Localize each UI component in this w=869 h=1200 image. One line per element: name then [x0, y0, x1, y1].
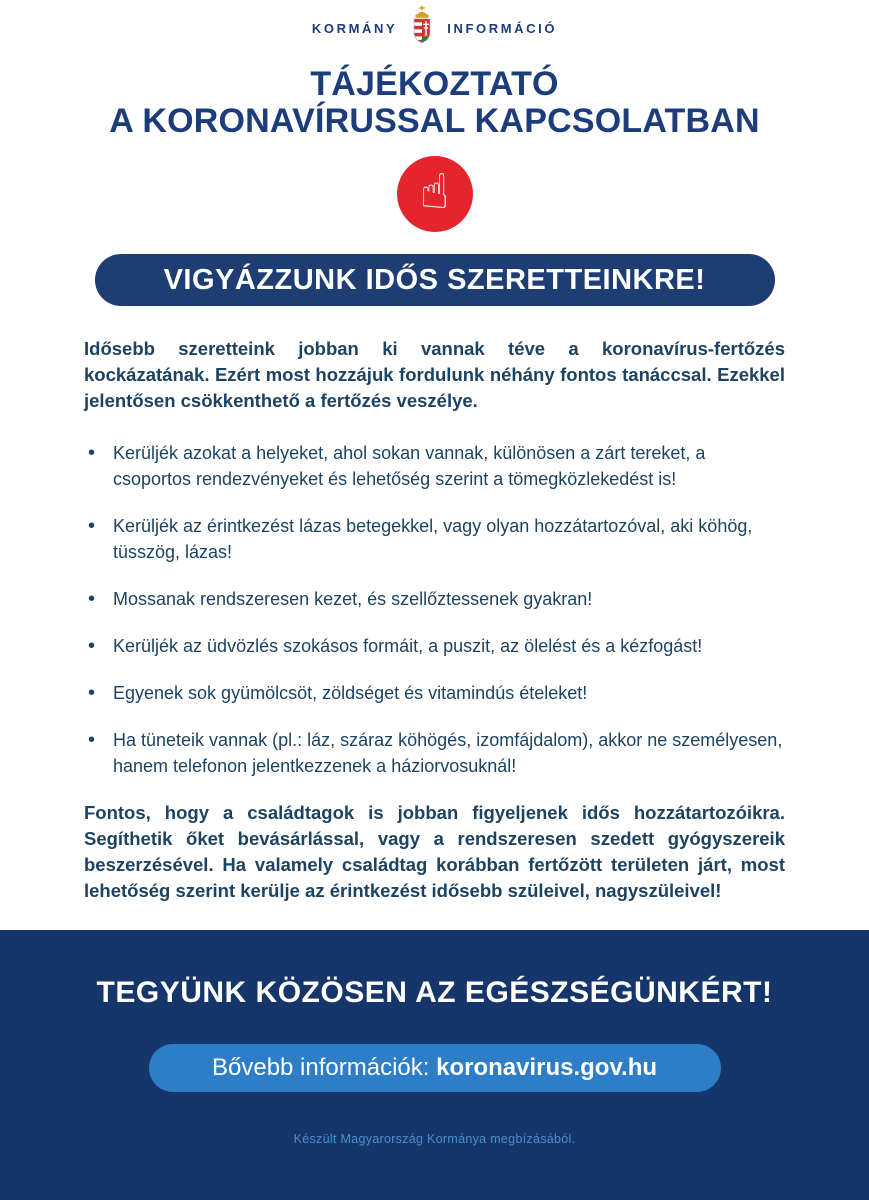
list-item: • Kerüljék az üdvözlés szokásos formáit, a puszit, az ölelést és a kézfogást!	[84, 633, 785, 659]
page-title-line1: TÁJÉKOZTATÓ	[310, 65, 559, 103]
footer-headline: TEGYÜNK KÖZÖSEN AZ EGÉSZSÉGÜNKÉRT!	[96, 976, 773, 1009]
list-item: • Mossanak rendszeresen kezet, és szellőztessenek gyakran!	[84, 586, 785, 612]
intro-paragraph: Idősebb szeretteink jobban ki vannak téve a koronavírus-fertőzés kockázatának. Ezért most hozzájuk fordulunk néhány fontos tanáccsal. Ezekkel jelentősen csökkenthető a fertőzés veszélye.	[84, 338, 785, 411]
section-banner	[95, 254, 775, 306]
list-item: • Kerüljék az érintkezést lázas betegekkel, vagy olyan hozzátartozóval, aki köhög, tüsszög, lázas!	[84, 513, 785, 565]
list-item: • Ha tüneteik vannak (pl.: láz, száraz köhögés, izomfájdalom), akkor ne személyesen, hanem telefonon jelentkezzenek a háziorvosuknál!	[84, 727, 785, 779]
hungarian-coat-of-arms-icon	[406, 5, 438, 52]
informacio-label: INFORMÁCIÓ	[447, 20, 558, 36]
closing-paragraph: Fontos, hogy a családtagok is jobban figyeljenek idős hozzátartozóikra. Segíthetik őket bevásárlással, vagy a rendszeresen szedett gyógyszereik beszerzésével. Ha valamely családtag korábban fertőzött területen járt, most lehetőség szerint kerülje az érintkezést idősebb szüleivel, nagyszüleivel!	[84, 802, 785, 901]
more-info-url[interactable]: koronavirus.gov.hu	[436, 1054, 658, 1081]
advice-list	[84, 440, 785, 779]
kormany-label: KORMÁNY	[311, 20, 398, 36]
pointing-finger-up-icon: ☝	[419, 164, 450, 220]
crown-part	[416, 6, 429, 18]
more-info-label: Bővebb információk:	[211, 1054, 437, 1081]
body-content	[84, 336, 785, 904]
page-title	[0, 66, 869, 140]
footer-credit: Készült Magyarország Kormánya megbízásából.	[293, 1132, 576, 1146]
list-item: • Kerüljék azokat a helyeket, ahol sokan vannak, különösen a zárt tereket, a csoportos rendezvényeket és lehetőség szerint a tömegközlekedést is!	[84, 440, 785, 492]
government-header	[0, 0, 869, 50]
footer-section	[0, 930, 869, 1200]
attention-badge	[397, 156, 473, 232]
page-title-line2: A KORONAVÍRUSSAL KAPCSOLATBAN	[109, 102, 760, 140]
shield-part	[414, 18, 431, 43]
more-info-button[interactable]	[149, 1044, 721, 1092]
section-banner-text: VIGYÁZZUNK IDŐS SZERETTEINKRE!	[163, 263, 706, 296]
list-item: • Egyenek sok gyümölcsöt, zöldséget és vitamindús ételeket!	[84, 680, 785, 706]
